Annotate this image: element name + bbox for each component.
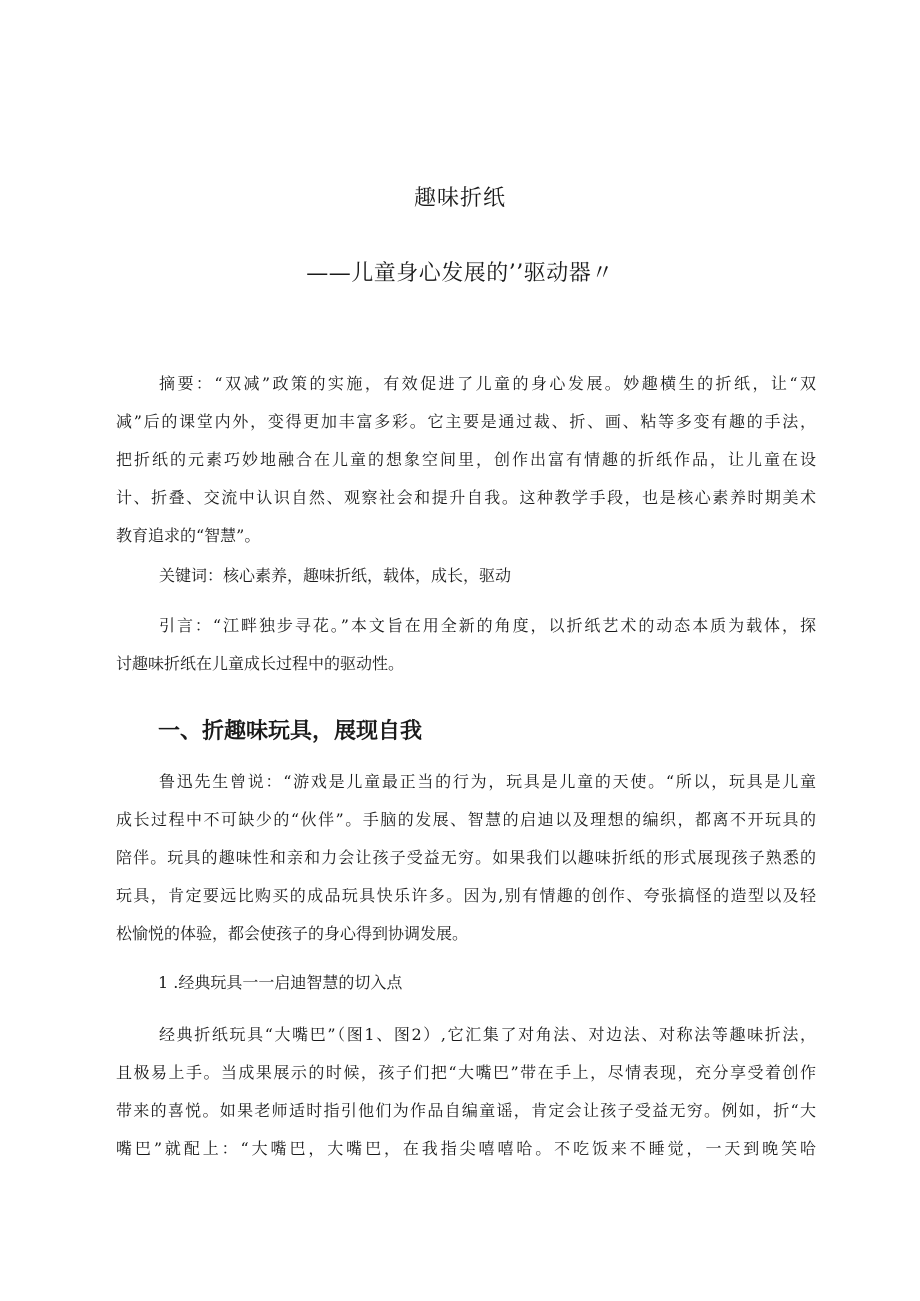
document-title: 趣味折纸 bbox=[413, 186, 506, 211]
section-line: 松愉悦的体验，都会使孩子的身心得到协调发展。 bbox=[116, 924, 469, 943]
abstract-line: 摘要：“双减”政策的实施，有效促进了儿童的身心发展。妙趣横生的折纸，让“双 bbox=[159, 374, 816, 393]
subsection-line: 且极易上手。当成果展示的时候，孩子们把“大嘴巴”带在手上，尽情表现，充分享受着创作 bbox=[116, 1063, 816, 1082]
section-heading: 一、折趣味玩具，展现自我 bbox=[158, 719, 423, 744]
subsection-heading: 1 .经典玩具一一启迪智慧的切入点 bbox=[158, 973, 403, 992]
document-subtitle: ——儿童身心发展的’’驱动器〃 bbox=[306, 261, 614, 286]
abstract-paragraph bbox=[116, 365, 816, 555]
subsection-line: 嘴巴”就配上：“大嘴巴，大嘴巴，在我指尖嘻嘻哈。不吃饭来不睡觉，一天到晚笑哈 bbox=[116, 1139, 816, 1158]
subsection-line: 经典折纸玩具“大嘴巴”（图1、图2）,它汇集了对角法、对边法、对称法等趣味折法， bbox=[159, 1025, 816, 1044]
section-line: 玩具，肯定要远比购买的成品玩具快乐许多。因为,别有情趣的创作、夸张搞怪的造型以及轻 bbox=[116, 886, 816, 905]
abstract-line: 教育追求的“智慧”。 bbox=[116, 526, 261, 545]
section-paragraph bbox=[116, 763, 816, 953]
subsection-paragraph bbox=[116, 1016, 816, 1168]
keywords-line: 关键词：核心素养，趣味折纸，载体，成长，驱动 bbox=[159, 566, 512, 585]
abstract-line: 计、折叠、交流中认识自然、观察社会和提升自我。这种教学手段，也是核心素养时期美术 bbox=[116, 488, 816, 507]
intro-paragraph bbox=[116, 607, 816, 683]
abstract-line: 减”后的课堂内外，变得更加丰富多彩。它主要是通过裁、折、画、粘等多变有趣的手法， bbox=[116, 412, 816, 431]
keywords-paragraph bbox=[116, 558, 816, 594]
section-line: 鲁迅先生曾说：“游戏是儿童最正当的行为，玩具是儿童的天使。“所以，玩具是儿童 bbox=[159, 772, 816, 791]
intro-line: 讨趣味折纸在儿童成长过程中的驱动性。 bbox=[116, 654, 405, 673]
abstract-line: 把折纸的元素巧妙地融合在儿童的想象空间里，创作出富有情趣的折纸作品，让儿童在设 bbox=[116, 450, 816, 469]
subsection-line: 带来的喜悦。如果老师适时指引他们为作品自编童谣，肯定会让孩子受益无穷。例如，折“大 bbox=[116, 1101, 816, 1120]
intro-line: 引言：“江畔独步寻花。”本文旨在用全新的角度，以折纸艺术的动态本质为载体，探 bbox=[159, 616, 816, 635]
section-line: 陪伴。玩具的趣味性和亲和力会让孩子受益无穷。如果我们以趣味折纸的形式展现孩子熟悉的 bbox=[116, 848, 816, 867]
section-line: 成长过程中不可缺少的“伙伴”。手脑的发展、智慧的启迪以及理想的编织，都离不开玩具的 bbox=[116, 810, 816, 829]
